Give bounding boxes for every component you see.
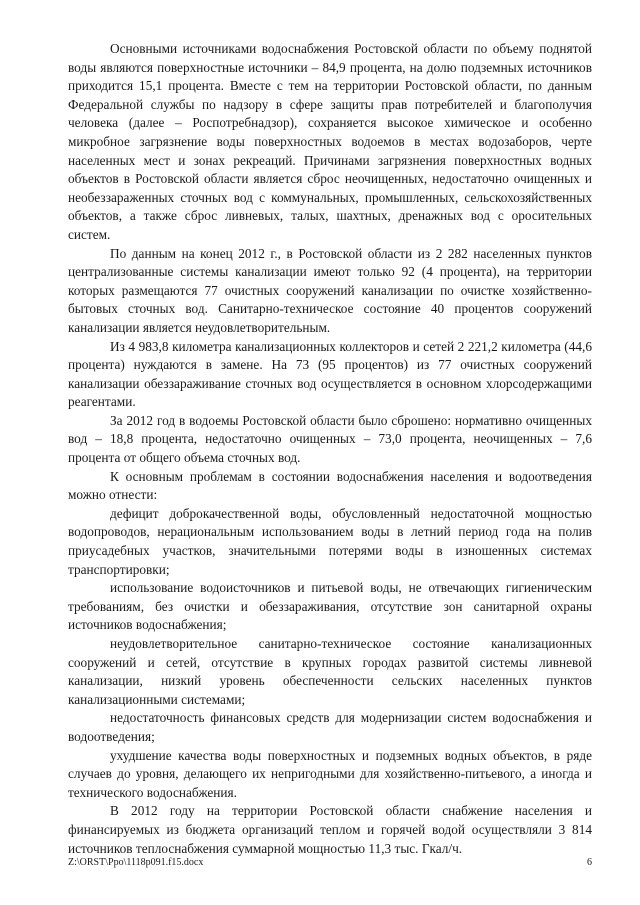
paragraph: Основными источниками водоснабжения Ростовской области по объему поднятой воды являются поверхностные источники – 84,9 процента, на долю подземных источников приходится 15,1 процента. Вместе с тем на территории Ростовской области, по данным Федеральной службы по надзору в сфере защиты прав потребителей и благополучия человека (далее – Роспотребнадзор), сохраняется высокое химическое и особенно микробное загрязнение воды поверхностных водоемов в местах водозаборов, черте населенных мест и зонах рекреаций. Причинами загрязнения поверхностных водных объектов в Ростовской области является сброс неочищенных, недостаточно очищенных и необеззараженных сточных вод с коммунальных, промышленных, сельскохозяйственных объектов, а также сброс ливневых, талых, шахтных, дренажных вод с оросительных систем. bbox=[68, 41, 592, 242]
document-body bbox=[68, 40, 592, 858]
list-item: дефицит доброкачественной воды, обусловленный недостаточной мощностью водопроводов, нерациональным использованием воды в летний период года на полив приусадебных участков, значительными потерями воды в изношенных системах транспортировки; bbox=[68, 505, 592, 577]
paragraph: За 2012 год в водоемы Ростовской области было сброшено: нормативно очищенных вод – 18,8 процента, недостаточно очищенных – 73,0 процента, неочищенных – 7,6 процента от общего объема сточных вод. bbox=[68, 412, 592, 466]
paragraph: По данным на конец 2012 г., в Ростовской области из 2 282 населенных пунктов централизованные системы канализации имеют только 92 (4 процента), на территории которых размещаются 77 очистных сооружений канализации по очистке хозяйственно-бытовых сточных вод. Санитарно-техническое состояние 40 процентов сооружений канализации является неудовлетворительным. bbox=[68, 245, 592, 335]
page-number: 6 bbox=[587, 857, 592, 868]
list-item: использование водоисточников и питьевой воды, не отвечающих гигиеническим требованиям, без очистки и обеззараживания, отсутствие зон санитарной охраны источников водоснабжения; bbox=[68, 580, 592, 633]
paragraph: В 2012 году на территории Ростовской области снабжение населения и финансируемых из бюджета организаций теплом и горячей водой осуществляли 3 814 источников теплоснабжения суммарной мощностью 11,3 тыс. Гкал/ч. bbox=[68, 803, 592, 856]
list-item: недостаточность финансовых средств для модернизации систем водоснабжения и водоотведения; bbox=[68, 710, 592, 744]
file-path: Z:\ORST\Ppo\1118p091.f15.docx bbox=[68, 857, 204, 868]
list-item: ухудшение качества воды поверхностных и подземных водных объектов, в ряде случаев до уровня, делающего их непригодными для хозяйственно-питьевого, а иногда и технического водоснабжения. bbox=[68, 747, 592, 800]
paragraph: К основным проблемам в состоянии водоснабжения населения и водоотведения можно отнести: bbox=[68, 468, 592, 503]
list-item: неудовлетворительное санитарно-техническое состояние канализационных сооружений и сетей, отсутствие в крупных городах развитой системы ливневой канализации, низкий уровень обеспеченности сельских населенных пунктов канализационными системами; bbox=[68, 636, 592, 707]
paragraph: Из 4 983,8 километра канализационных коллекторов и сетей 2 221,2 километра (44,6 процента) нуждаются в замене. На 73 (95 процентов) из 77 очистных сооружений канализации обеззараживание сточных вод осуществляется в основном хлорсодержащими реагентами. bbox=[68, 338, 592, 410]
